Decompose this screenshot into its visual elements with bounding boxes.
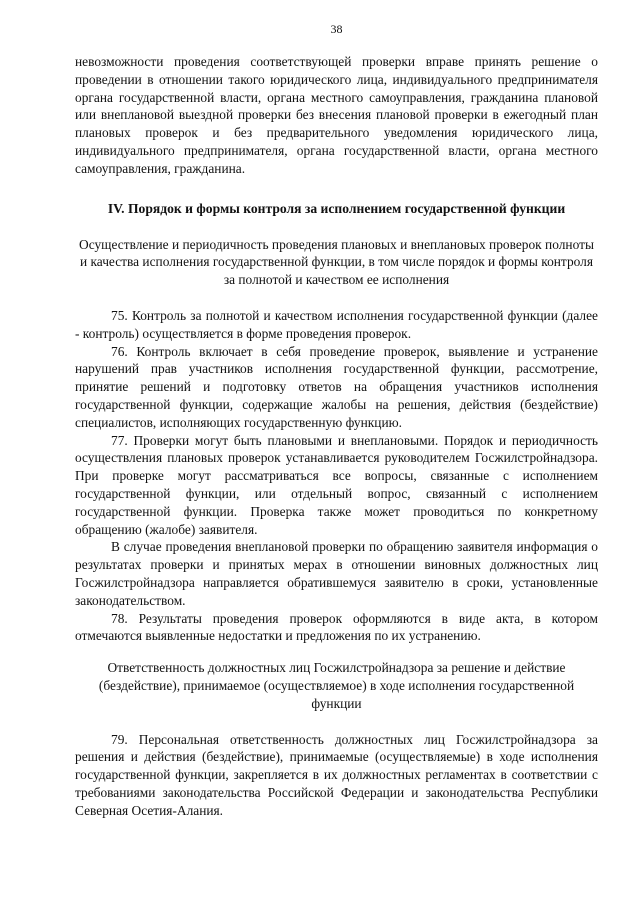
intro-paragraph: невозможности проведения соответствующей проверки вправе принять решение о проведении в отношении такого юридического лица, индивидуального предпринимателя органа государственной власти, органа местного самоуправления, гражданина плановой или внеплановой выездной проверки без внесения плановой проверки в ежегодный план плановых проверок и без предварительного уведомления юридического лица, индивидуального предпринимателя, органа государственной власти, органа местного самоуправления, гражданина. — [75, 54, 598, 176]
section-heading: IV. Порядок и формы контроля за исполнением государственной функции — [107, 200, 566, 216]
subheading-responsibility: Ответственность должностных лиц Госжилстройнадзора за решение и действие (бездействие), принимаемое (осуществляемое) в ходе исполнения государственной функции — [98, 660, 575, 711]
paragraph-75: 75. Контроль за полнотой и качеством исполнения государственной функции (далее - контроль) осуществляется в форме проведения проверок. — [75, 307, 598, 341]
page-number: 38 — [330, 22, 343, 36]
responsibility-paragraphs — [75, 731, 598, 820]
paragraph-76: 76. Контроль включает в себя проведение проверок, выявление и устранение нарушений прав участников исполнения государственной функции, рассмотрение, принятие решений и подготовку ответов на обращения участников исполнения государственной функции, содержащие жалобы на решения, действия (бездействие) специалистов, исполняющих государственную функцию. — [75, 343, 598, 430]
document-page — [75, 22, 598, 819]
paragraph-79: 79. Персональная ответственность должностных лиц Госжилстройнадзора за решения и действия (бездействие), принимаемые (осуществляемые) в ходе исполнения государственной функции, закрепляется в их должностных регламентах в соответствии с требованиями законодательства Российской Федерации и законодательства Республики Северная Осетия-Алания. — [75, 731, 598, 818]
paragraph-77: 77. Проверки могут быть плановыми и внеплановыми. Порядок и периодичность осуществления плановых проверок устанавливается руководителем Госжилстройнадзора. При проверке могут рассматриваться все вопросы, связанные с исполнением государственной функции, или отдельный вопрос, связанный с исполнением государственной функции. Проверка также может проводиться по конкретному обращению (жалобе) заявителя. — [75, 432, 598, 537]
subheading-control: Осуществление и периодичность проведения плановых и внеплановых проверок полноты и качества исполнения государственной функции, в том числе порядок и формы контроля за полнотой и качеством ее исполнения — [79, 236, 594, 288]
paragraph-77-cont: В случае проведения внеплановой проверки по обращению заявителя информация о результатах проверки и принятых мерах в отношении виновных должностных лиц Госжилстройнадзора направляется обратившемуся заявителю в сроки, установленные законодательством. — [75, 539, 598, 608]
paragraph-78: 78. Результаты проведения проверок оформляются в виде акта, в котором отмечаются выявленные недостатки и предложения по их устранению. — [75, 610, 598, 644]
control-paragraphs — [75, 307, 598, 645]
